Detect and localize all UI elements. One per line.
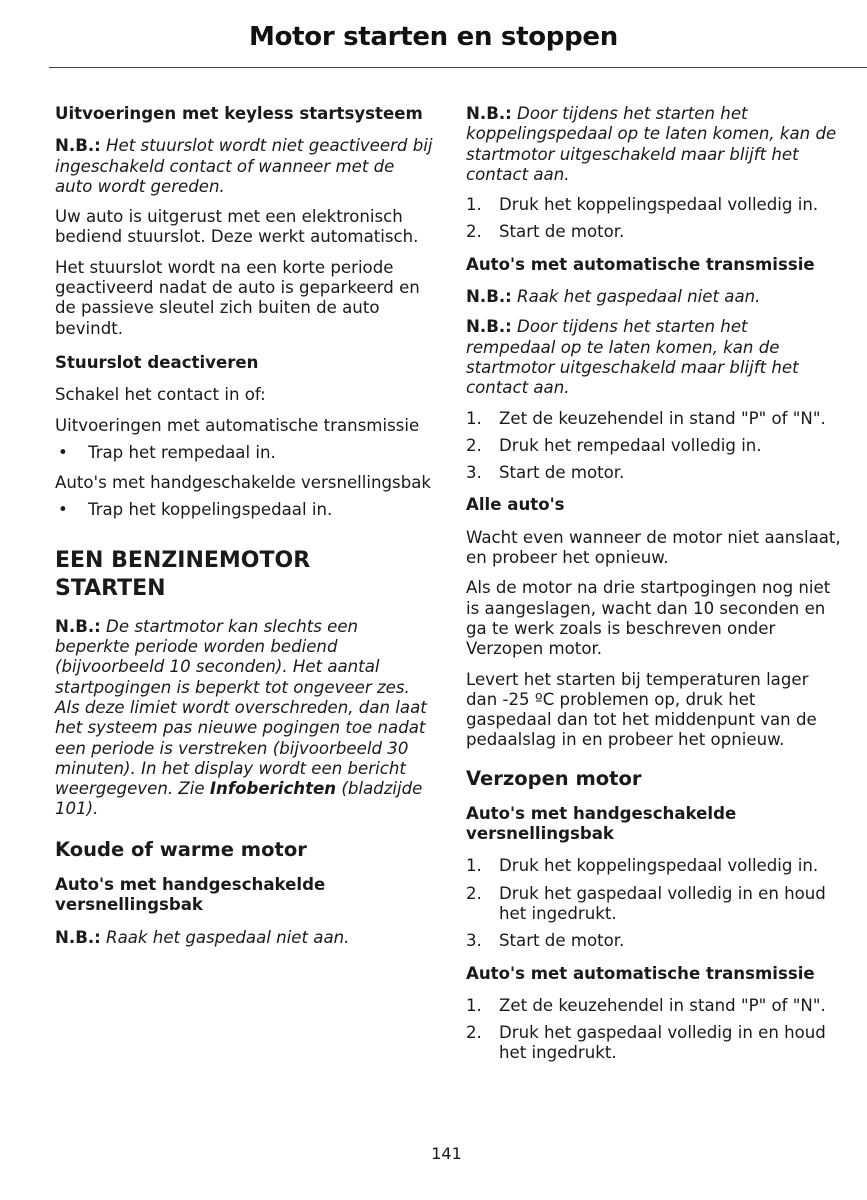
paragraph-low-temperature: Levert het starten bij temperaturen lager dan -25 ºC problemen op, druk het gaspedaal dan tot het middenpunt van de pedaalslag in en probeer het opnieuw. xyxy=(466,669,817,750)
note-label: N.B.: xyxy=(55,136,101,156)
heading-manual-gearbox-flooded: Auto's met handgeschakelde versnellingsbak xyxy=(466,803,737,844)
step-number: 3. xyxy=(466,463,482,483)
step-text: Druk het gaspedaal volledig in en houd het ingedrukt. xyxy=(499,1023,826,1063)
step-item xyxy=(466,463,842,483)
list-item xyxy=(55,443,435,463)
step-item xyxy=(466,884,842,925)
bullet-icon: • xyxy=(58,442,68,462)
step-text: Start de motor. xyxy=(499,931,625,951)
paragraph-lock-activation: Het stuurslot wordt na een korte periode geactiveerd nadat de auto is geparkeerd en de passieve sleutel zich buiten de auto bevindt. xyxy=(55,257,420,338)
step-item xyxy=(466,195,842,215)
page-number: 141 xyxy=(431,1144,462,1163)
bullet-icon: • xyxy=(58,500,68,520)
paragraph-manual-versions: Auto's met handgeschakelde versnellingsbak xyxy=(55,473,432,493)
step-item xyxy=(466,222,842,242)
bullet-list-manual xyxy=(55,500,435,520)
paragraph-automatic-versions: Uitvoeringen met automatische transmissie xyxy=(55,415,420,435)
steps-manual-cold xyxy=(466,195,842,243)
note-no-throttle-auto xyxy=(466,287,842,307)
step-text: Zet de keuzehendel in stand "P" of "N". xyxy=(499,995,826,1015)
heading-cold-warm-engine: Koude of warme motor xyxy=(55,837,307,861)
step-text: Druk het rempedaal volledig in. xyxy=(499,435,762,455)
steps-automatic-flooded xyxy=(466,996,842,1064)
paragraph-electronic-lock: Uw auto is uitgerust met een elektronisch bediend stuurslot. Deze werkt automatisch. xyxy=(55,207,419,247)
step-number: 1. xyxy=(466,856,482,876)
paragraph-three-attempts: Als de motor na drie startpogingen nog niet is aangeslagen, wacht dan 10 seconden en ga te werk zoals is beschreven onder Verzopen motor. xyxy=(466,578,831,659)
step-item xyxy=(466,931,842,951)
bullet-list-automatic xyxy=(55,443,435,463)
section-heading-line: STARTEN xyxy=(55,575,166,601)
title-divider xyxy=(49,67,867,68)
section-heading-line: EEN BENZINEMOTOR xyxy=(55,547,311,573)
paragraph-ignition: Schakel het contact in of: xyxy=(55,385,266,405)
info-messages-link[interactable]: Infoberichten xyxy=(209,779,337,799)
heading-manual-gearbox: Auto's met handgeschakelde versnellingsbak xyxy=(55,874,326,915)
step-number: 3. xyxy=(466,931,482,951)
paragraph-wait: Wacht even wanneer de motor niet aanslaat, en probeer het opnieuw. xyxy=(466,527,841,568)
note-label: N.B.: xyxy=(466,287,512,307)
note-clutch-release xyxy=(466,104,842,185)
step-item xyxy=(466,436,842,456)
heading-all-cars: Alle auto's xyxy=(466,495,565,515)
step-text: Zet de keuzehendel in stand "P" of "N". xyxy=(499,408,826,428)
step-text: Start de motor. xyxy=(499,463,625,483)
note-text: Raak het gaspedaal niet aan. xyxy=(511,287,761,307)
list-item-text: Trap het rempedaal in. xyxy=(88,442,276,462)
step-number: 2. xyxy=(466,1023,482,1043)
step-text: Start de motor. xyxy=(499,222,625,242)
step-item xyxy=(466,996,842,1016)
steps-automatic-cold xyxy=(466,409,842,484)
step-number: 1. xyxy=(466,995,482,1015)
step-item xyxy=(466,409,842,429)
heading-flooded-engine: Verzopen motor xyxy=(466,766,642,790)
step-number: 2. xyxy=(466,222,482,242)
step-text: Druk het gaspedaal volledig in en houd het ingedrukt. xyxy=(499,883,826,923)
step-number: 2. xyxy=(466,435,482,455)
right-column xyxy=(466,104,842,1071)
list-item xyxy=(55,500,435,520)
step-text: Druk het koppelingspedaal volledig in. xyxy=(499,195,819,215)
note-text: Raak het gaspedaal niet aan. xyxy=(100,928,350,948)
step-number: 1. xyxy=(466,408,482,428)
heading-steering-lock-deactivate: Stuurslot deactiveren xyxy=(55,352,259,372)
note-starter-limit xyxy=(55,617,435,820)
note-steering-lock xyxy=(55,136,435,197)
list-item-text: Trap het koppelingspedaal in. xyxy=(88,500,333,520)
note-text: Door tijdens het starten het rempedaal op te laten komen, kan de startmotor uitgeschakeld maar blijft het contact aan. xyxy=(466,317,799,398)
step-number: 1. xyxy=(466,195,482,215)
section-heading-petrol-engine xyxy=(55,547,435,603)
step-item xyxy=(466,1023,842,1064)
step-text: Druk het koppelingspedaal volledig in. xyxy=(499,856,819,876)
note-text: De startmotor kan slechts een beperkte periode worden bediend (bijvoorbeeld 10 seconden). Het aantal startpogingen is beperkt tot ongeveer zes. Als deze limiet wordt overschreden, dan laat het systeem pas nieuwe pogingen toe nadat een periode is verstreken (bijvoorbeeld 30 minuten). In het display wordt een bericht weergegeven. Zie xyxy=(55,616,427,799)
note-brake-release xyxy=(466,317,842,398)
note-label: N.B.: xyxy=(55,928,101,948)
note-text: Door tijdens het starten het koppelingspedaal op te laten komen, kan de startmotor uitgeschakeld maar blijft het contact aan. xyxy=(466,104,837,184)
note-text-tail: (bladzijde 101). xyxy=(55,779,423,819)
step-item xyxy=(466,856,842,876)
note-text: Het stuurslot wordt niet geactiveerd bij ingeschakeld contact of wanneer met de auto wordt gereden. xyxy=(55,136,433,196)
step-number: 2. xyxy=(466,883,482,903)
note-label: N.B.: xyxy=(466,104,512,123)
heading-automatic-transmission: Auto's met automatische transmissie xyxy=(466,254,815,274)
note-label: N.B.: xyxy=(466,317,512,337)
note-no-throttle xyxy=(55,928,435,948)
note-label: N.B.: xyxy=(55,616,101,636)
steps-manual-flooded xyxy=(466,856,842,951)
heading-keyless: Uitvoeringen met keyless startsysteem xyxy=(55,104,423,123)
left-column xyxy=(55,104,435,949)
page-title: Motor starten en stoppen xyxy=(249,22,618,52)
heading-automatic-transmission-flooded: Auto's met automatische transmissie xyxy=(466,963,815,983)
